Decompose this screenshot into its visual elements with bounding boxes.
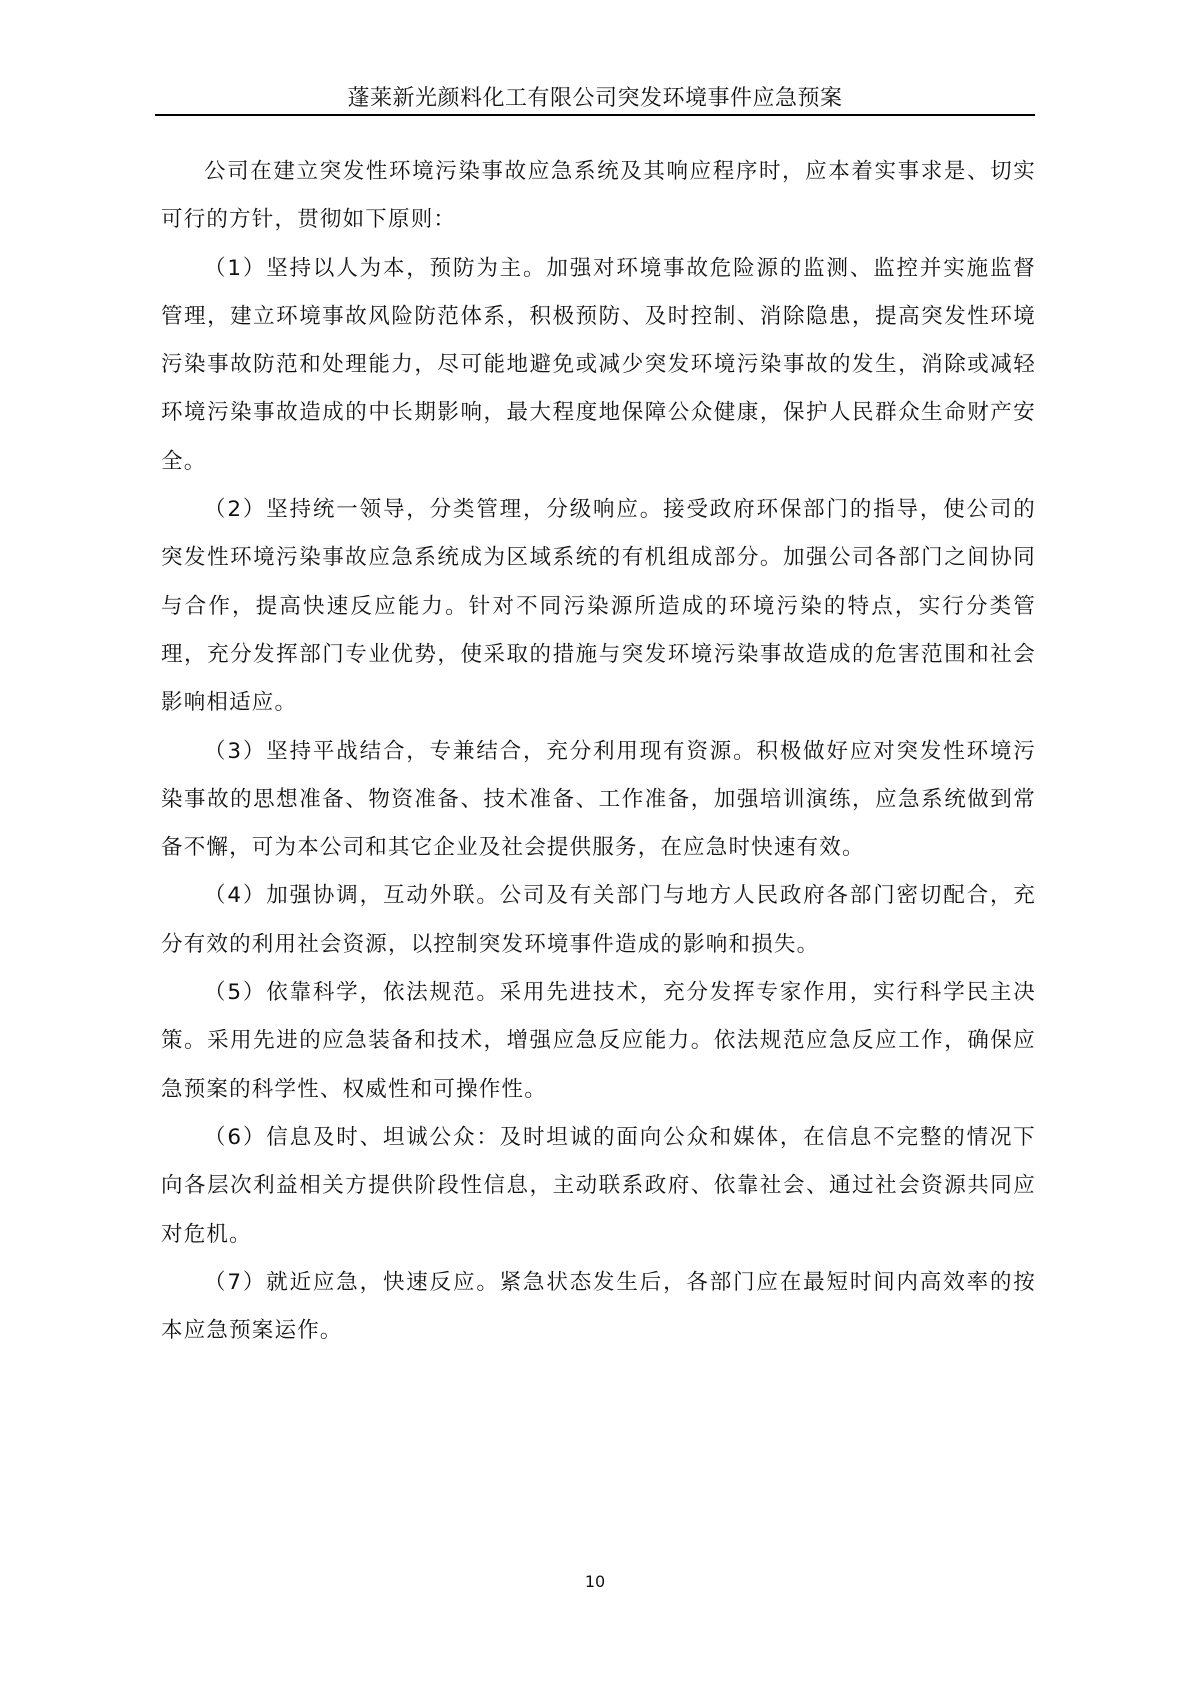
principle-6-paragraph: （6）信息及时、坦诚公众：及时坦诚的面向公众和媒体，在信息不完整的情况下向各层次利益相关方提供阶段性信息，主动联系政府、依靠社会、通过社会资源共同应对危机。 [161, 1124, 1036, 1247]
principle-2-paragraph: （2）坚持统一领导，分类管理，分级响应。接受政府环保部门的指导，使公司的突发性环境污染事故应急系统成为区域系统的有机组成部分。加强公司各部门之间协同与合作，提高快速反应能力。针对不同污染源所造成的环境污染的特点，实行分类管理，充分发挥部门专业优势，使采取的措施与突发环境污染事故造成的危害范围和社会影响相适应。 [161, 497, 1036, 716]
principle-5-paragraph: （5）依靠科学，依法规范。采用先进技术，充分发挥专家作用，实行科学民主决策。采用先进的应急装备和技术，增强应急反应能力。依法规范应急反应工作，确保应急预案的科学性、权威性和可操作性。 [161, 980, 1036, 1102]
intro-paragraph: 公司在建立突发性环境污染事故应急系统及其响应程序时，应本着实事求是、切实可行的方针，贯彻如下原则： [161, 159, 1036, 233]
principle-7-paragraph: （7）就近应急，快速反应。紧急状态发生后，各部门应在最短时间内高效率的按本应急预案运作。 [161, 1269, 1036, 1344]
header-divider [155, 114, 1035, 116]
principle-1-paragraph: （1）坚持以人为本，预防为主。加强对环境事故危险源的监测、监控并实施监督管理，建立环境事故风险防范体系，积极预防、及时控制、消除隐患，提高突发性环境污染事故防范和处理能力，尽可能地避免或减少突发环境污染事故的发生，消除或减轻环境污染事故造成的中长期影响，最大程度地保障公众健康，保护人民群众生命财产安全。 [161, 255, 1036, 474]
document-body [161, 148, 1036, 1355]
document-header-title: 蓬莱新光颜料化工有限公司突发环境事件应急预案 [347, 86, 843, 111]
page-number: 10 [584, 1572, 606, 1591]
principle-3-paragraph: （3）坚持平战结合，专兼结合，充分利用现有资源。积极做好应对突发性环境污染事故的思想准备、物资准备、技术准备、工作准备，加强培训演练，应急系统做到常备不懈，可为本公司和其它企业及社会提供服务，在应急时快速有效。 [161, 738, 1036, 861]
principle-4-paragraph: （4）加强协调，互动外联。公司及有关部门与地方人民政府各部门密切配合，充分有效的利用社会资源，以控制突发环境事件造成的影响和损失。 [161, 883, 1036, 957]
